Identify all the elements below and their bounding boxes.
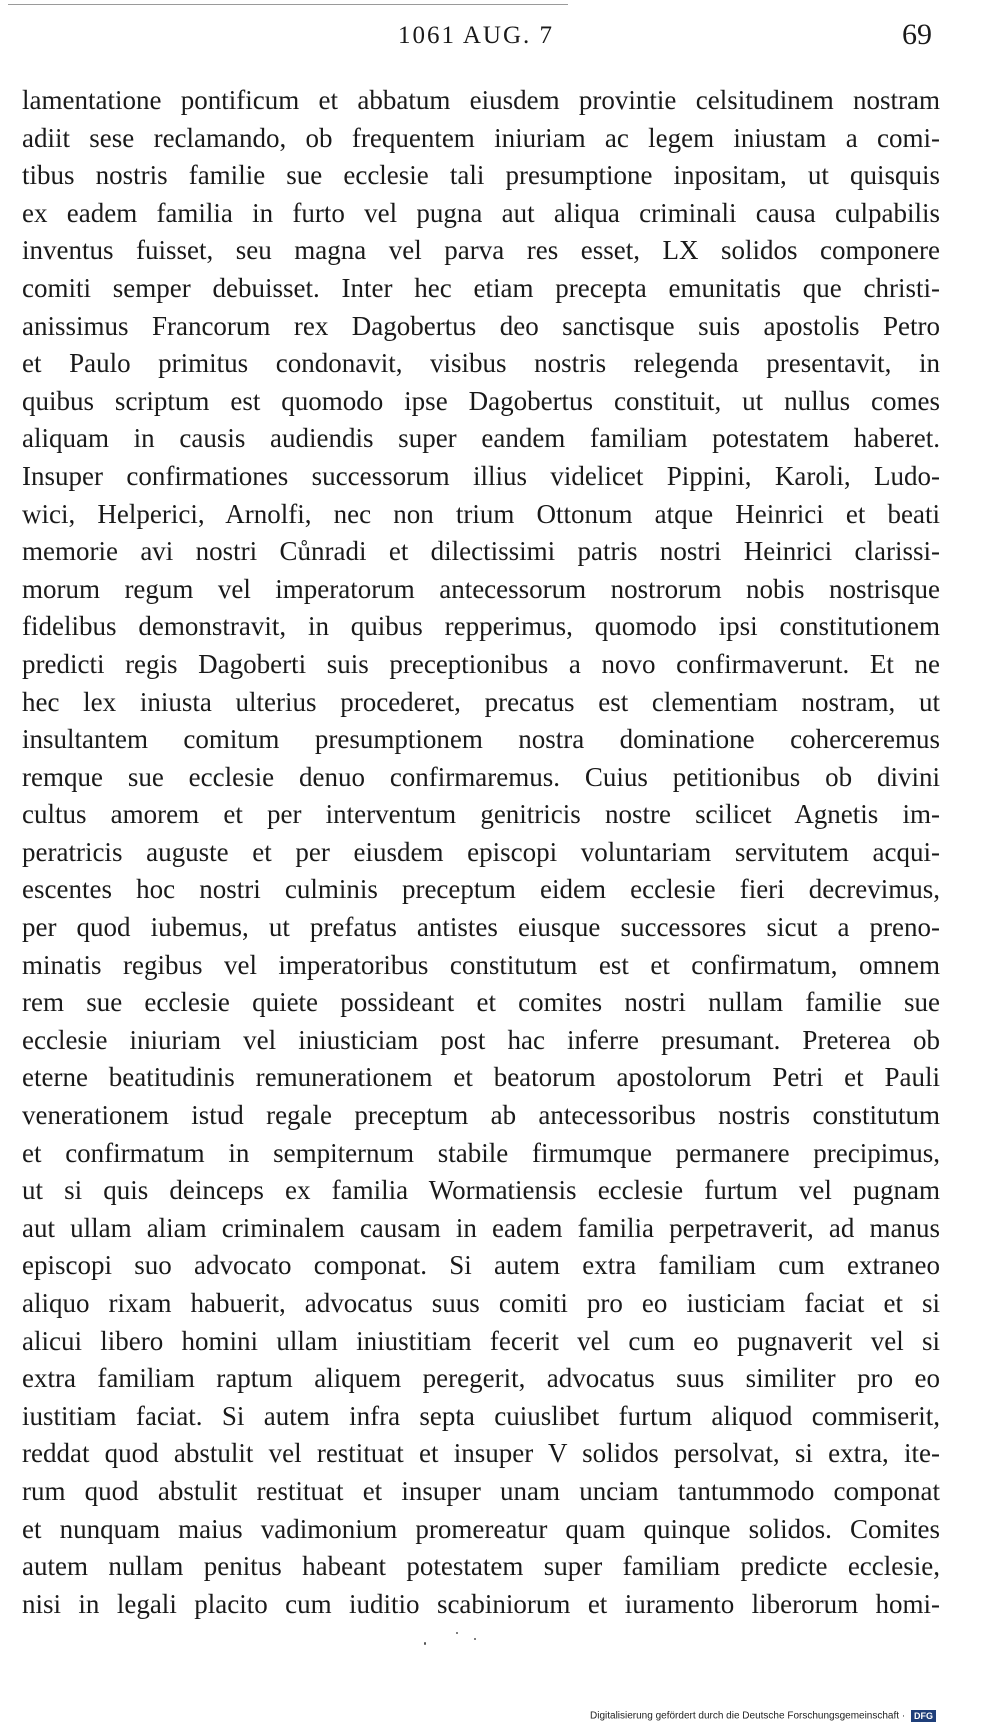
text-line: et Paulo primitus condonavit, visibus nostris relegenda presentavit, in [22,348,940,379]
top-rule [8,4,568,5]
text-line: wici, Helperici, Arnolfi, nec non trium Ottonum atque Heinrici et beati [22,498,940,529]
text-line: autem nullam penitus habeant potestatem super familiam predicte ecclesie, [22,1551,940,1582]
text-line: rem sue ecclesie quiete possideant et comites nostri nullam familie sue [22,987,940,1018]
text-line: inventus fuisset, seu magna vel parva res esset, LX solidos componere [22,235,940,266]
text-line: nisi in legali placito cum iuditio scabiniorum et iuramento liberorum homi- [22,1588,940,1619]
text-line: cultus amorem et per interventum genitricis nostre scilicet Agnetis im- [22,799,940,830]
text-line: tibus nostris familie sue ecclesie tali presumptione inpositam, ut quisquis [22,160,940,191]
text-line: per quod iubemus, ut prefatus antistes eiusque successores sicut a preno- [22,912,940,943]
text-line: predicti regis Dagoberti suis preceptionibus a novo confirmaverunt. Et ne [22,648,940,679]
text-line: comiti semper debuisset. Inter hec etiam precepta emunitatis que christi- [22,272,940,303]
text-line: extra familiam raptum aliquem peregerit, advocatus suus similiter pro eo [22,1363,940,1394]
body-text [22,82,940,1623]
text-line: anissimus Francorum rex Dagobertus deo sanctisque suis apostolis Petro [22,310,940,341]
text-line: escentes hoc nostri culminis preceptum eidem ecclesie fieri decrevimus, [22,874,940,905]
text-line: aliquam in causis audiendis super eandem familiam potestatem haberet. [22,423,940,454]
text-line: quibus scriptum est quomodo ipse Dagobertus constituit, ut nullus comes [22,385,940,416]
text-line: remque sue ecclesie denuo confirmaremus. Cuius petitionibus ob divini [22,761,940,792]
credit-text: Digitalisierung gefördert durch die Deutsche Forschungsgemeinschaft · [590,1710,906,1722]
text-line: fidelibus demonstravit, in quibus repperimus, quomodo ipsi constitutionem [22,611,940,642]
scan-speck [456,1632,458,1634]
digitization-credit [590,1710,936,1724]
text-line: minatis regibus vel imperatoribus constitutum est et confirmatum, omnem [22,949,940,980]
text-line: aut ullam aliam criminalem causam in eadem familia perpetraverit, ad manus [22,1212,940,1243]
text-line: insultantem comitum presumptionem nostra dominatione coherceremus [22,724,940,755]
text-line: lamentatione pontificum et abbatum eiusdem provintie celsitudinem nostram [22,85,940,115]
text-line: iustitiam faciat. Si autem infra septa cuiuslibet furtum aliquod commiserit, [22,1400,940,1431]
text-line: memorie avi nostri Cůnradi et dilectissimi patris nostri Heinrici clarissi- [22,536,940,567]
text-line: et nunquam maius vadimonium promereatur quam quinque solidos. Comites [22,1513,940,1544]
text-line: reddat quod abstulit vel restituat et insuper V solidos persolvat, si extra, ite- [22,1438,940,1469]
text-line: ecclesie iniuriam vel iniusticiam post hac inferre presumant. Preterea ob [22,1024,940,1055]
text-line: et confirmatum in sempiternum stabile firmumque permanere precipimus, [22,1137,940,1168]
text-line: aliquo rixam habuerit, advocatus suus comiti pro eo iusticiam faciat et si [22,1288,940,1318]
text-line: hec lex iniusta ulterius procederet, precatus est clementiam nostram, ut [22,686,940,717]
scan-speck [424,1642,426,1645]
scan-speck [474,1638,476,1640]
text-line: rum quod abstulit restituat et insuper unam unciam tantummodo componat [22,1475,940,1506]
text-line: alicui libero homini ullam iniustitiam fecerit vel cum eo pugnaverit vel si [22,1325,940,1356]
page-number: 69 [902,18,932,51]
dfg-logo: DFG [911,1710,936,1722]
text-line: eterne beatitudinis remunerationem et beatorum apostolorum Petri et Pauli [22,1062,940,1093]
running-head [0,18,1000,58]
text-line: venerationem istud regale preceptum ab antecessoribus nostris constitutum [22,1100,940,1131]
text-line: adiit sese reclamando, ob frequentem iniuriam ac legem iniustam a comi- [22,122,940,153]
text-line: Insuper confirmationes successorum illius videlicet Pippini, Karoli, Ludo- [22,460,940,491]
text-line: ex eadem familia in furto vel pugna aut aliqua criminali causa culpabilis [22,197,940,228]
text-line: morum regum vel imperatorum antecessorum nostrorum nobis nostrisque [22,573,940,604]
scan-specks [420,1632,500,1652]
text-line: peratricis auguste et per eiusdem episcopi voluntariam servitutem acqui- [22,836,940,867]
running-title: 1061 AUG. 7 [398,22,555,49]
text-line: episcopi suo advocato componat. Si autem extra familiam cum extraneo [22,1250,940,1281]
text-line: ut si quis deinceps ex familia Wormatiensis ecclesie furtum vel pugnam [22,1175,940,1206]
